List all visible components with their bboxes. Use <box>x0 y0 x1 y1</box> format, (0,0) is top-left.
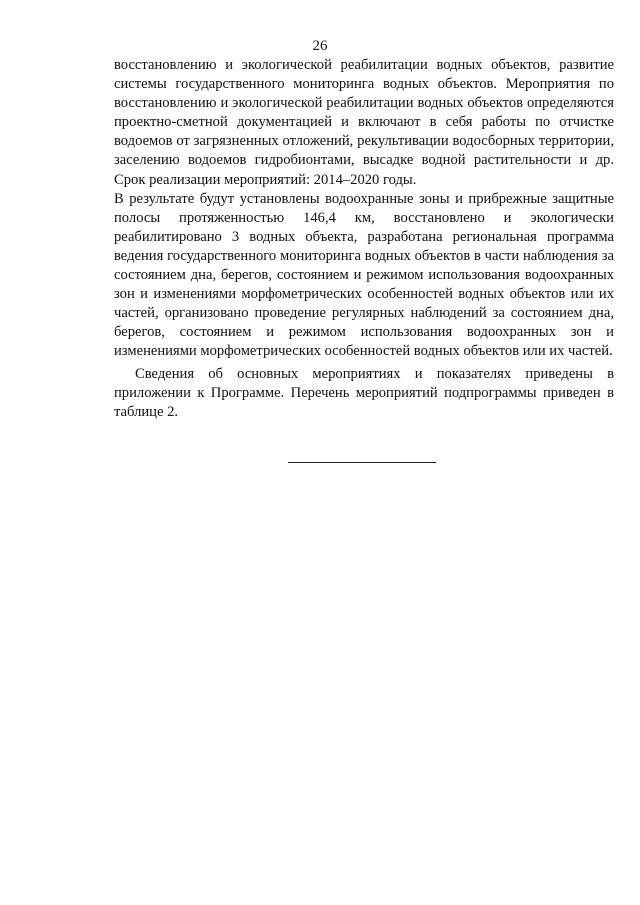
paragraph-continuation: восстановлению и экологической реабилитации водных объектов, развитие системы государственного мониторинга водных объектов. Мероприятия по восстановлению и экологической реабилитации водных объектов определяются проектно-сметной документацией и включают в себя работы по отчистке водоемов от загрязненных отложений, рекультивации водосборных территории, заселению водоемов гидробионтами, высадке водной растительности и др. Срок реализации мероприятий: 2014–2020 годы. <box>114 57 614 188</box>
document-body <box>114 56 614 422</box>
paragraph-results: В результате будут установлены водоохранные зоны и прибрежные защитные полосы протяженностью 146,4 км, восстановлено и экологически реабилитировано 3 водных объекта, разработана региональная программа ведения государственного мониторинга водных объектов в части наблюдения за состоянием дна, берегов, состоянием и режимом использования водоохранных зон и изменениями морфометрических особенностей водных объектов или их частей, организовано проведение регулярных наблюдений за состоянием дна, берегов, состоянием и режимом использования водоохранных зон и изменениями морфометрических особенностей водных объектов или их частей. <box>114 190 614 360</box>
page-number: 26 <box>312 38 328 54</box>
paragraph-references: Сведения об основных мероприятиях и показателях приведены в приложении к Программе. Перечень мероприятий подпрограммы приведен в таблице 2. <box>114 365 614 420</box>
end-of-text-separator <box>288 462 436 463</box>
